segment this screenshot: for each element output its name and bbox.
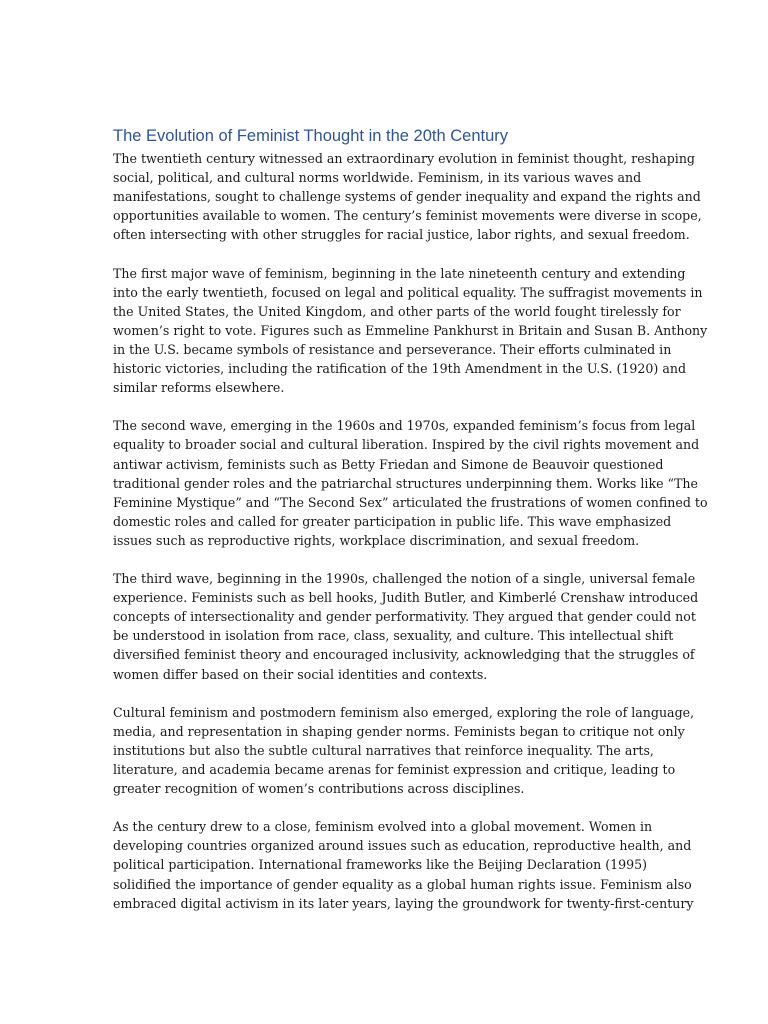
paragraph-line: The second wave, emerging in the 1960s and 1970s, expanded feminism’s focus from legal	[113, 418, 696, 434]
body-paragraph	[113, 264, 708, 398]
body-paragraph	[113, 416, 708, 550]
paragraph-line: greater recognition of women’s contributions across disciplines.	[113, 781, 525, 797]
paragraph-line: embraced digital activism in its later years, laying the groundwork for twenty-first-century	[113, 895, 694, 911]
document-body	[113, 149, 708, 913]
paragraph-line: often intersecting with other struggles for racial justice, labor rights, and sexual freedom.	[113, 227, 690, 243]
paragraph-line: developing countries organized around issues such as education, reproductive health, and	[113, 838, 692, 854]
body-paragraph	[113, 569, 699, 684]
body-paragraph	[113, 703, 695, 798]
paragraph-line: The first major wave of feminism, beginning in the late nineteenth century and extending	[113, 265, 686, 281]
paragraph-line: opportunities available to women. The century’s feminist movements were diverse in scope,	[113, 208, 702, 224]
paragraph-line: diversified feminist theory and encouraged inclusivity, acknowledging that the struggles of	[113, 647, 695, 663]
paragraph-line: social, political, and cultural norms worldwide. Feminism, in its various waves and	[113, 170, 642, 186]
paragraph-line: similar reforms elsewhere.	[113, 380, 285, 396]
paragraph-line: Feminine Mystique” and “The Second Sex” articulated the frustrations of women confined to	[113, 494, 708, 510]
document-title: The Evolution of Feminist Thought in the 20th Century	[113, 127, 509, 145]
paragraph-line: in the U.S. became symbols of resistance and perseverance. Their efforts culminated in	[113, 341, 672, 357]
paragraph-line: antiwar activism, feminists such as Betty Friedan and Simone de Beauvoir questioned	[113, 456, 664, 472]
paragraph-line: women differ based on their social identities and contexts.	[113, 666, 488, 682]
paragraph-line: issues such as reproductive rights, workplace discrimination, and sexual freedom.	[113, 532, 640, 548]
paragraph-line: As the century drew to a close, feminism evolved into a global movement. Women in	[113, 819, 653, 835]
paragraph-line: experience. Feminists such as bell hooks, Judith Butler, and Kimberlé Crenshaw introduced	[113, 590, 699, 606]
document-page	[113, 126, 708, 932]
paragraph-line: traditional gender roles and the patriarchal structures underpinning them. Works like “The	[113, 475, 698, 491]
paragraph-line: be understood in isolation from race, class, sexuality, and culture. This intellectual shift	[113, 628, 674, 644]
paragraph-line: domestic roles and called for greater participation in public life. This wave emphasized	[113, 513, 672, 529]
paragraph-line: political participation. International frameworks like the Beijing Declaration (1995)	[113, 857, 648, 873]
paragraph-line: equality to broader social and cultural liberation. Inspired by the civil rights movement and	[113, 437, 700, 453]
paragraph-line: solidified the importance of gender equality as a global human rights issue. Feminism also	[113, 876, 692, 892]
paragraph-line: concepts of intersectionality and gender performativity. They argued that gender could not	[113, 609, 696, 625]
paragraph-line: media, and representation in shaping gender norms. Feminists began to critique not only	[113, 723, 685, 739]
paragraph-line: women’s right to vote. Figures such as Emmeline Pankhurst in Britain and Susan B. Anthony	[113, 322, 708, 338]
paragraph-line: The third wave, beginning in the 1990s, challenged the notion of a single, universal female	[113, 571, 696, 587]
paragraph-line: manifestations, sought to challenge systems of gender inequality and expand the rights and	[113, 189, 701, 205]
paragraph-line: literature, and academia became arenas for feminist expression and critique, leading to	[113, 762, 676, 777]
paragraph-line: institutions but also the subtle cultural narratives that reinforce inequality. The arts,	[113, 742, 654, 758]
body-paragraph	[113, 149, 702, 244]
paragraph-line: historic victories, including the ratification of the 19th Amendment in the U.S. (1920) and	[113, 361, 687, 377]
body-paragraph	[113, 817, 694, 912]
paragraph-line: Cultural feminism and postmodern feminism also emerged, exploring the role of language,	[113, 704, 695, 720]
paragraph-line: into the early twentieth, focused on legal and political equality. The suffragist movements in	[113, 284, 703, 300]
paragraph-line: the United States, the United Kingdom, and other parts of the world fought tirelessly for	[113, 303, 681, 319]
paragraph-line: The twentieth century witnessed an extraordinary evolution in feminist thought, reshaping	[113, 151, 695, 166]
